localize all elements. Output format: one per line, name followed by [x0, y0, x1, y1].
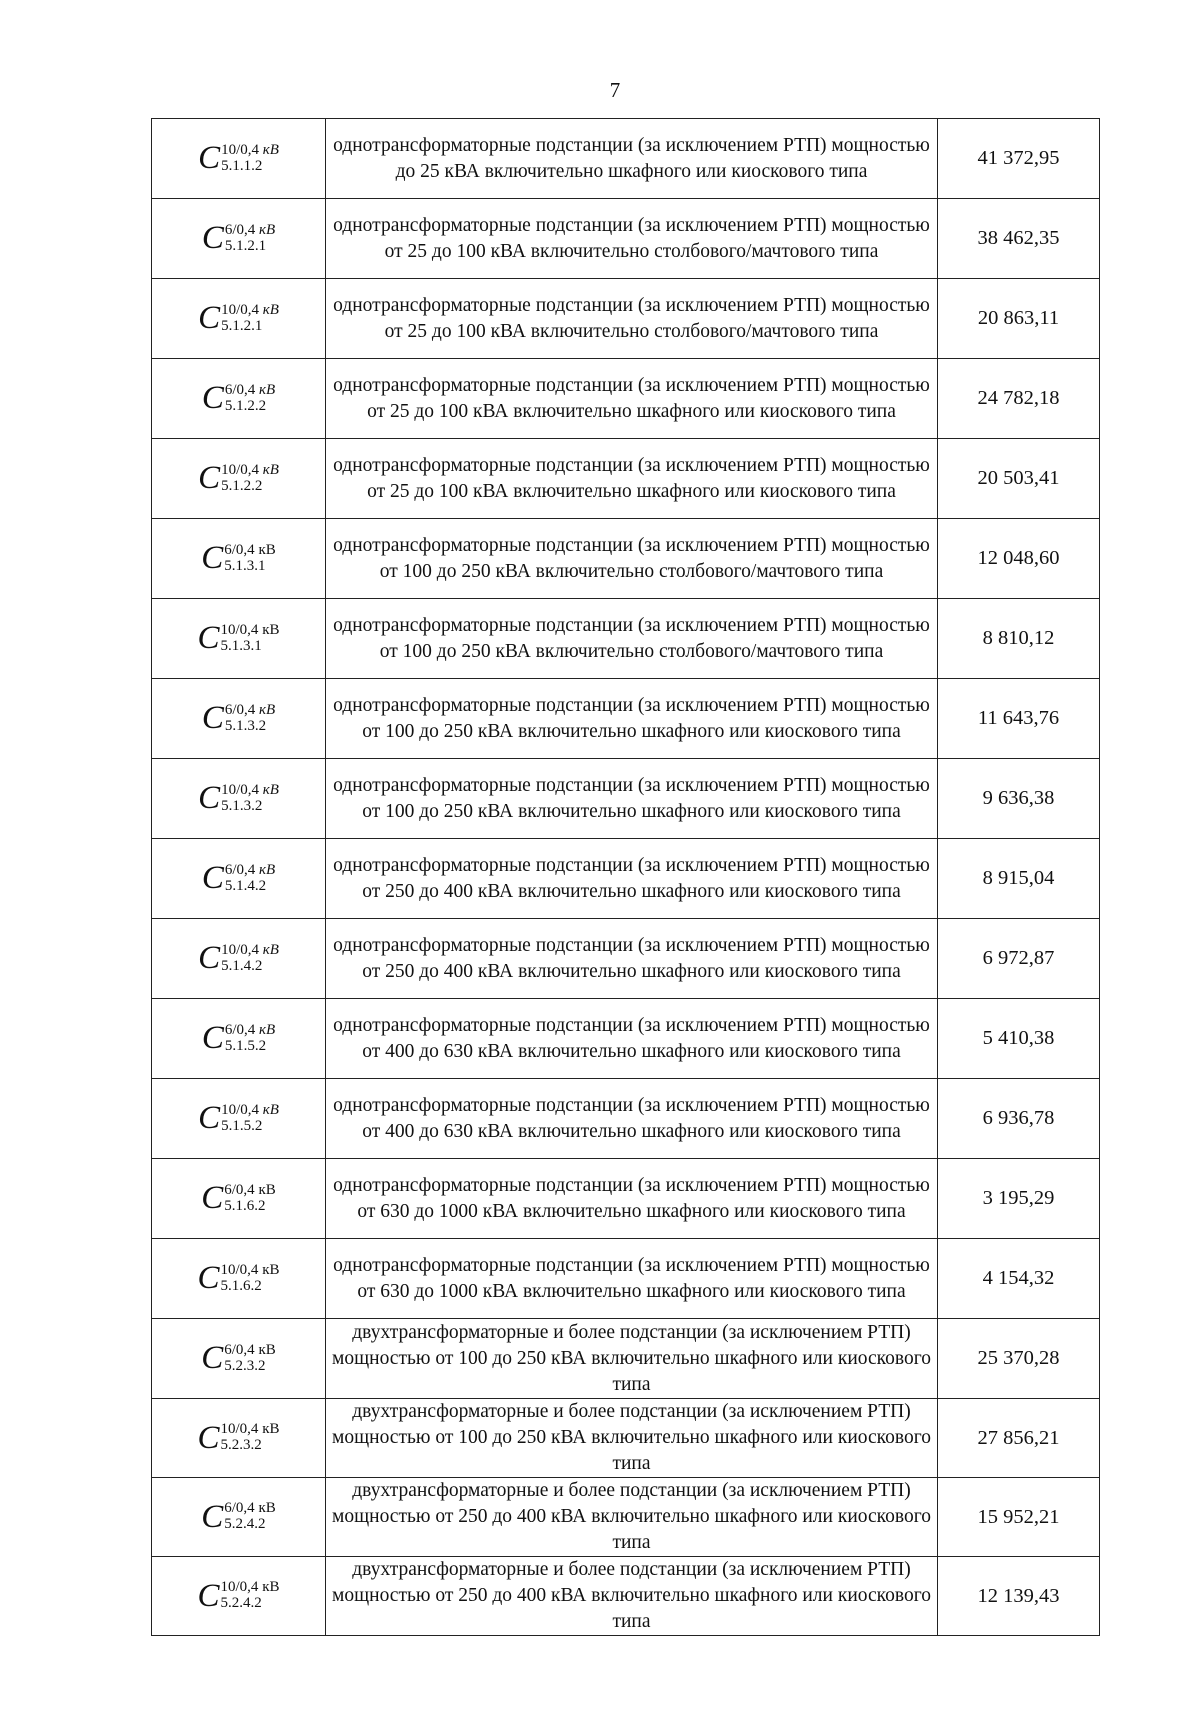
description-cell: однотрансформаторные подстанции (за исключением РТП) мощностью от 25 до 100 кВА включительно столбового/мачтового типа: [326, 279, 938, 359]
rate-symbol: C 10/0,4 кВ 5.1.5.2: [198, 1100, 279, 1136]
rate-symbol-cell: [152, 759, 326, 839]
description-cell: двухтрансформаторные и более подстанции (за исключением РТП) мощностью от 100 до 250 кВА включительно шкафного или киоскового типа: [326, 1399, 938, 1478]
value-cell: 38 462,35: [938, 199, 1100, 279]
voltage-label: 6/0,4: [224, 1500, 255, 1517]
rate-index: 5.1.2.1: [221, 317, 263, 334]
value-cell: 15 952,21: [938, 1478, 1100, 1557]
voltage-label: 6/0,4: [224, 861, 256, 878]
description-cell: однотрансформаторные подстанции (за исключением РТП) мощностью от 25 до 100 кВА включительно шкафного или киоскового типа: [326, 439, 938, 519]
rate-index: 5.2.4.2: [220, 1595, 262, 1611]
rate-index: 5.1.2.2: [221, 477, 263, 494]
table-row: [152, 759, 1100, 839]
description-cell: однотрансформаторные подстанции (за исключением РТП) мощностью от 630 до 1000 кВА включительно шкафного или киоскового типа: [326, 1159, 938, 1239]
table-row: [152, 1399, 1100, 1478]
unit-label: кВ: [258, 541, 276, 558]
description-cell: однотрансформаторные подстанции (за исключением РТП) мощностью от 250 до 400 кВА включительно шкафного или киоскового типа: [326, 919, 938, 999]
table-row: [152, 839, 1100, 919]
value-cell: 8 915,04: [938, 839, 1100, 919]
rate-symbol: C 10/0,4 кВ 5.1.4.2: [198, 940, 279, 976]
rate-index: 5.1.5.2: [221, 1117, 263, 1134]
rate-symbol: C 6/0,4 кВ 5.2.3.2: [201, 1340, 276, 1376]
rate-index: 5.1.4.2: [224, 877, 267, 894]
table-row: [152, 679, 1100, 759]
unit-label: кВ: [262, 621, 280, 638]
rate-symbol: C 6/0,4 кВ 5.1.4.2: [201, 860, 276, 896]
value-cell: 25 370,28: [938, 1319, 1100, 1399]
rate-symbol: C 6/0,4 кВ 5.1.6.2: [201, 1180, 276, 1216]
rate-table: [151, 118, 1100, 1636]
unit-label: кВ: [259, 861, 276, 878]
unit-label: кВ: [262, 1101, 279, 1118]
rate-symbol: C 6/0,4 кВ 5.1.2.1: [201, 220, 276, 256]
value-cell: 20 863,11: [938, 279, 1100, 359]
voltage-label: 6/0,4: [224, 221, 256, 238]
voltage-label: 10/0,4: [220, 1261, 259, 1278]
voltage-label: 10/0,4: [221, 301, 259, 318]
rate-symbol: C 6/0,4 кВ 5.2.4.2: [201, 1498, 276, 1535]
table-row: [152, 1319, 1100, 1399]
rate-symbol-cell: [152, 679, 326, 759]
rate-table-body: [152, 119, 1100, 1636]
unit-label: кВ: [262, 141, 279, 158]
voltage-label: 10/0,4: [221, 461, 259, 478]
unit-label: кВ: [262, 461, 279, 478]
rate-symbol-cell: [152, 839, 326, 919]
rate-symbol-cell: [152, 1319, 326, 1399]
voltage-label: 6/0,4: [224, 1021, 256, 1038]
rate-symbol-cell: [152, 1399, 326, 1478]
rate-symbol-cell: [152, 359, 326, 439]
value-cell: 11 643,76: [938, 679, 1100, 759]
rate-symbol-cell: [152, 599, 326, 679]
value-cell: 12 139,43: [938, 1557, 1100, 1636]
rate-index: 5.1.6.2: [220, 1277, 262, 1294]
rate-symbol: C 10/0,4 кВ 5.1.2.1: [198, 300, 279, 336]
rate-symbol: C 10/0,4 кВ 5.1.1.2: [198, 140, 279, 176]
description-cell: однотрансформаторные подстанции (за исключением РТП) мощностью до 25 кВА включительно шкафного или киоскового типа: [326, 119, 938, 199]
table-row: [152, 1159, 1100, 1239]
value-cell: 41 372,95: [938, 119, 1100, 199]
rate-symbol: C 10/0,4 кВ 5.1.2.2: [198, 460, 279, 496]
description-cell: двухтрансформаторные и более подстанции (за исключением РТП) мощностью от 250 до 400 кВА включительно шкафного или киоскового типа: [326, 1478, 938, 1557]
voltage-label: 10/0,4: [220, 1579, 259, 1596]
description-cell: однотрансформаторные подстанции (за исключением РТП) мощностью от 100 до 250 кВА включительно столбового/мачтового типа: [326, 599, 938, 679]
voltage-label: 10/0,4: [221, 781, 259, 798]
unit-label: кВ: [262, 301, 279, 318]
description-cell: однотрансформаторные подстанции (за исключением РТП) мощностью от 400 до 630 кВА включительно шкафного или киоскового типа: [326, 999, 938, 1079]
table-row: [152, 599, 1100, 679]
value-cell: 6 972,87: [938, 919, 1100, 999]
rate-symbol-cell: [152, 999, 326, 1079]
description-cell: однотрансформаторные подстанции (за исключением РТП) мощностью от 25 до 100 кВА включительно столбового/мачтового типа: [326, 199, 938, 279]
voltage-label: 6/0,4: [224, 1181, 255, 1198]
table-row: [152, 519, 1100, 599]
rate-symbol-cell: [152, 1239, 326, 1319]
rate-index: 5.1.6.2: [224, 1197, 266, 1214]
rate-symbol-cell: [152, 1079, 326, 1159]
voltage-label: 6/0,4: [224, 1341, 255, 1358]
description-cell: однотрансформаторные подстанции (за исключением РТП) мощностью от 25 до 100 кВА включительно шкафного или киоскового типа: [326, 359, 938, 439]
rate-symbol: C 6/0,4 кВ 5.1.5.2: [201, 1020, 276, 1056]
voltage-label: 6/0,4: [224, 701, 256, 718]
rate-symbol-cell: [152, 279, 326, 359]
rate-symbol: C 6/0,4 кВ 5.1.3.2: [201, 700, 276, 736]
rate-index: 5.2.3.2: [220, 1437, 262, 1453]
rate-symbol-cell: [152, 199, 326, 279]
rate-index: 5.1.5.2: [224, 1037, 267, 1054]
rate-index: 5.2.3.2: [224, 1357, 266, 1374]
unit-label: кВ: [259, 1021, 276, 1038]
rate-symbol: C 6/0,4 кВ 5.1.2.2: [201, 380, 276, 416]
rate-symbol-cell: [152, 919, 326, 999]
rate-symbol: C 10/0,4 кВ 5.1.6.2: [197, 1260, 280, 1296]
description-cell: однотрансформаторные подстанции (за исключением РТП) мощностью от 100 до 250 кВА включительно шкафного или киоскового типа: [326, 759, 938, 839]
rate-symbol-cell: [152, 1159, 326, 1239]
value-cell: 12 048,60: [938, 519, 1100, 599]
voltage-label: 10/0,4: [221, 141, 259, 158]
value-cell: 9 636,38: [938, 759, 1100, 839]
unit-label: кВ: [262, 1261, 280, 1278]
rate-index: 5.1.3.1: [220, 637, 262, 654]
rate-index: 5.1.3.1: [224, 557, 266, 574]
description-cell: двухтрансформаторные и более подстанции (за исключением РТП) мощностью от 100 до 250 кВА включительно шкафного или киоскового типа: [326, 1319, 938, 1399]
value-cell: 24 782,18: [938, 359, 1100, 439]
rate-symbol: C 6/0,4 кВ 5.1.3.1: [201, 540, 276, 576]
value-cell: 5 410,38: [938, 999, 1100, 1079]
value-cell: 27 856,21: [938, 1399, 1100, 1478]
voltage-label: 10/0,4: [221, 1101, 259, 1118]
value-cell: 20 503,41: [938, 439, 1100, 519]
value-cell: 6 936,78: [938, 1079, 1100, 1159]
unit-label: кВ: [258, 1341, 276, 1358]
unit-label: кВ: [258, 1181, 276, 1198]
table-row: [152, 1557, 1100, 1636]
rate-symbol: C 10/0,4 кВ 5.2.3.2: [197, 1419, 280, 1456]
unit-label: кВ: [262, 1421, 280, 1438]
description-cell: двухтрансформаторные и более подстанции (за исключением РТП) мощностью от 250 до 400 кВА включительно шкафного или киоскового типа: [326, 1557, 938, 1636]
rate-index: 5.2.4.2: [224, 1516, 266, 1532]
table-row: [152, 999, 1100, 1079]
voltage-label: 6/0,4: [224, 381, 256, 398]
voltage-label: 6/0,4: [224, 541, 255, 558]
value-cell: 4 154,32: [938, 1239, 1100, 1319]
table-row: [152, 919, 1100, 999]
rate-symbol: C 10/0,4 кВ 5.2.4.2: [197, 1577, 280, 1614]
rate-symbol-cell: [152, 519, 326, 599]
unit-label: кВ: [259, 701, 276, 718]
table-row: [152, 279, 1100, 359]
rate-index: 5.1.2.1: [224, 237, 267, 254]
unit-label: кВ: [262, 781, 279, 798]
description-cell: однотрансформаторные подстанции (за исключением РТП) мощностью от 250 до 400 кВА включительно шкафного или киоскового типа: [326, 839, 938, 919]
rate-symbol-cell: [152, 1478, 326, 1557]
rate-index: 5.1.3.2: [224, 717, 267, 734]
rate-symbol: C 10/0,4 кВ 5.1.3.1: [197, 620, 280, 656]
table-row: [152, 1079, 1100, 1159]
unit-label: кВ: [259, 221, 276, 238]
table-row: [152, 1478, 1100, 1557]
unit-label: кВ: [262, 1579, 280, 1596]
rate-index: 5.1.3.2: [221, 797, 263, 814]
value-cell: 8 810,12: [938, 599, 1100, 679]
voltage-label: 10/0,4: [220, 621, 259, 638]
rate-symbol-cell: [152, 439, 326, 519]
rate-index: 5.1.2.2: [224, 397, 267, 414]
table-row: [152, 199, 1100, 279]
voltage-label: 10/0,4: [221, 941, 259, 958]
unit-label: кВ: [262, 941, 279, 958]
page-number: 7: [609, 78, 621, 102]
unit-label: кВ: [258, 1500, 276, 1517]
table-row: [152, 439, 1100, 519]
description-cell: однотрансформаторные подстанции (за исключением РТП) мощностью от 100 до 250 кВА включительно столбового/мачтового типа: [326, 519, 938, 599]
rate-symbol: C 10/0,4 кВ 5.1.3.2: [198, 780, 279, 816]
rate-symbol-cell: [152, 119, 326, 199]
rate-symbol-cell: [152, 1557, 326, 1636]
rate-index: 5.1.4.2: [221, 957, 263, 974]
rate-index: 5.1.1.2: [221, 157, 263, 174]
table-row: [152, 1239, 1100, 1319]
description-cell: однотрансформаторные подстанции (за исключением РТП) мощностью от 100 до 250 кВА включительно шкафного или киоскового типа: [326, 679, 938, 759]
table-row: [152, 359, 1100, 439]
description-cell: однотрансформаторные подстанции (за исключением РТП) мощностью от 400 до 630 кВА включительно шкафного или киоскового типа: [326, 1079, 938, 1159]
unit-label: кВ: [259, 381, 276, 398]
table-row: [152, 119, 1100, 199]
voltage-label: 10/0,4: [220, 1421, 259, 1438]
value-cell: 3 195,29: [938, 1159, 1100, 1239]
description-cell: однотрансформаторные подстанции (за исключением РТП) мощностью от 630 до 1000 кВА включительно шкафного или киоскового типа: [326, 1239, 938, 1319]
